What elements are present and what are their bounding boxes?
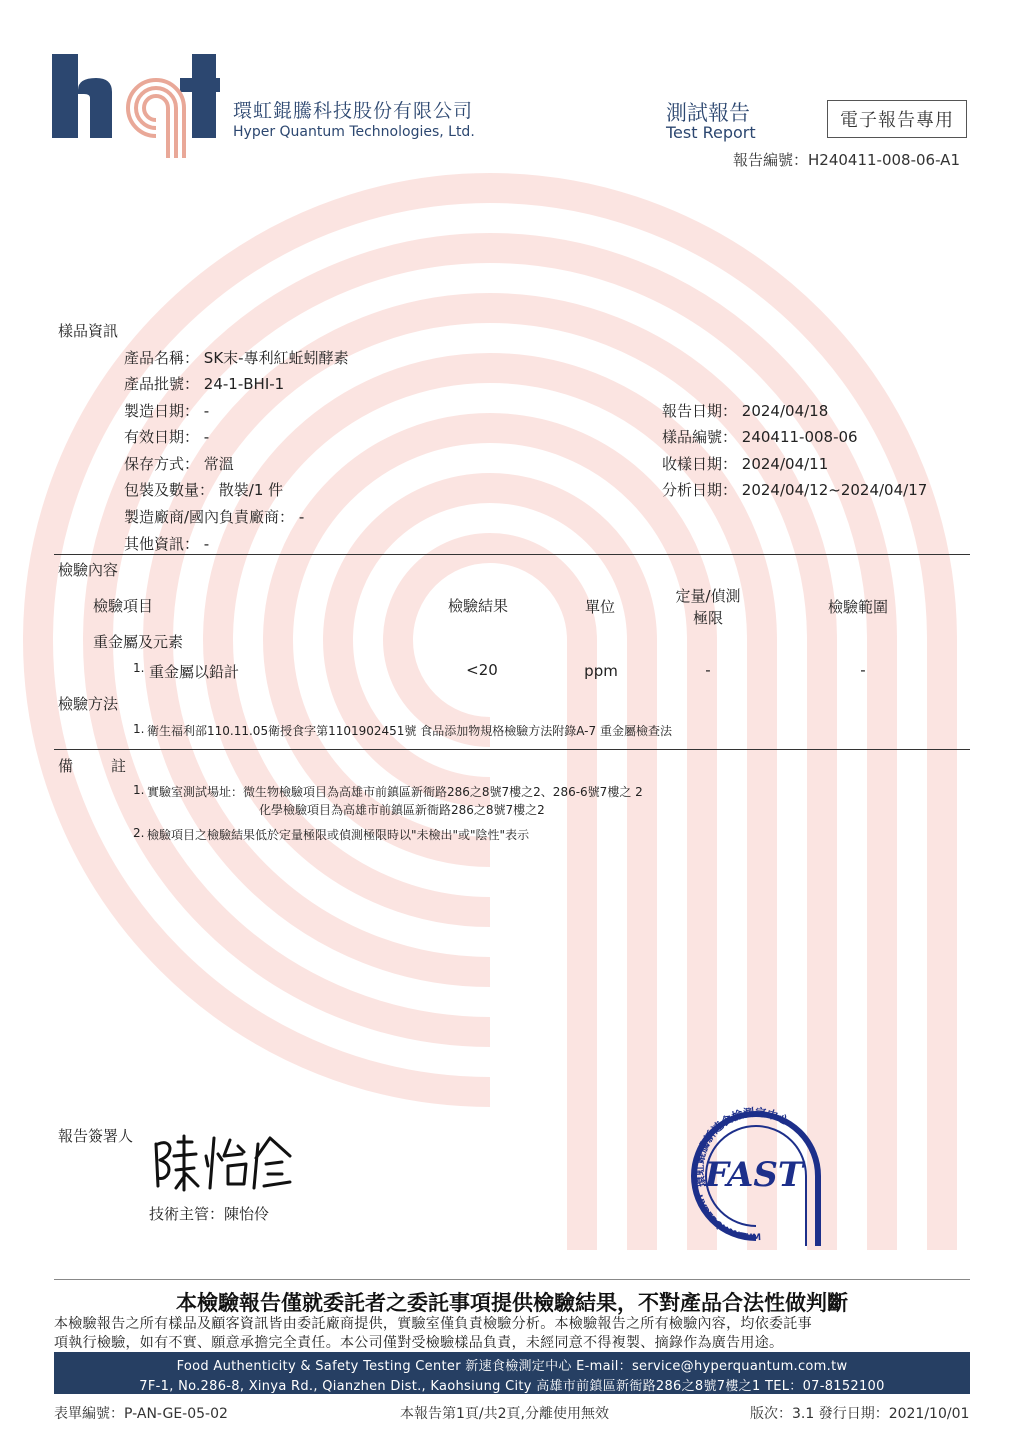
- test-section-title: 檢驗內容: [58, 561, 119, 579]
- sample-field-name: [124, 347, 349, 368]
- report-date: [662, 400, 828, 421]
- report-title-zh: 測試報告: [666, 101, 750, 125]
- row-result: <20: [466, 661, 498, 679]
- field-label: 樣品編號：: [662, 428, 738, 446]
- sample-field-mfg-date: [124, 400, 209, 421]
- remark-number: 2.: [133, 826, 145, 840]
- report-number: [733, 149, 960, 170]
- row-item: 重金屬以鉛計: [149, 663, 240, 681]
- sample-field-other: [124, 533, 209, 554]
- technical-manager: 技術主管：陳怡伶: [149, 1205, 270, 1223]
- col-header-range: 檢驗範圍: [828, 598, 889, 616]
- col-header-result: 檢驗結果: [448, 597, 509, 615]
- sample-field-package: [124, 479, 283, 500]
- sample-field-exp-date: [124, 426, 209, 447]
- company-name-en: Hyper Quantum Technologies, Ltd.: [233, 124, 475, 140]
- field-value: -: [203, 535, 210, 553]
- contact-line-2: 7F-1, No.286-8, Xinya Rd., Qianzhen Dist., Kaohsiung City 高雄市前鎮區新衙路286之8號7樓之1 TEL：07-8152100: [139, 1379, 885, 1394]
- receive-date: [662, 453, 828, 474]
- field-label: 有效日期：: [124, 428, 200, 446]
- method-number: 1.: [133, 722, 145, 736]
- field-value: -: [298, 508, 305, 526]
- sample-field-batch: [124, 373, 284, 394]
- field-value: 2024/04/18: [741, 402, 829, 420]
- field-value: 散裝/1 件: [218, 481, 284, 499]
- row-range: -: [860, 661, 866, 679]
- col-header-unit: 單位: [585, 598, 616, 616]
- sample-section-title: 樣品資訊: [58, 322, 119, 340]
- method-text: 衛生福利部110.11.05衛授食字第1101902451號 食品添加物規格檢驗方法附錄A-7 重金屬檢查法: [147, 724, 672, 738]
- sample-field-manufacturer: [124, 506, 304, 527]
- field-value: 常溫: [203, 455, 234, 473]
- field-value: SK末-專利紅蚯蚓酵素: [203, 349, 349, 367]
- electronic-report-badge: 電子報告專用: [827, 100, 967, 138]
- row-number: 1.: [133, 661, 145, 675]
- fast-seal-stamp: [678, 1100, 828, 1250]
- field-label: 產品批號：: [124, 375, 200, 393]
- divider: [54, 749, 970, 750]
- sample-number: [662, 426, 858, 447]
- seal-bottom-text: HYPERQUANTUM: [693, 1193, 762, 1244]
- handwritten-signature: [148, 1130, 298, 1196]
- disclaimer-line-1: 本檢驗報告之所有樣品及顧客資訊皆由委託廠商提供，實驗室僅負責檢驗分析。本檢驗報告之所有檢驗內容，均依委託事: [54, 1316, 812, 1332]
- form-number: 表單編號：P-AN-GE-05-02: [54, 1406, 228, 1422]
- remark-text: 檢驗項目之檢驗結果低於定量極限或偵測極限時以"未檢出"或"陰性"表示: [147, 828, 530, 842]
- field-value: 240411-008-06: [741, 428, 858, 446]
- field-value: 2024/04/11: [741, 455, 829, 473]
- col-header-limit-1: 定量/偵測: [675, 587, 741, 605]
- field-label: 製造廠商/國內負責廠商：: [124, 508, 295, 526]
- remark-text-cont: 化學檢驗項目為高雄市前鎮區新衙路286之8號7樓之2: [259, 803, 545, 817]
- report-title-en: Test Report: [666, 123, 756, 142]
- page-info: 本報告第1頁/共2頁,分離使用無效: [400, 1406, 609, 1422]
- field-value: -: [203, 428, 210, 446]
- field-label: 製造日期：: [124, 402, 200, 420]
- remarks-title-1: 備: [58, 757, 74, 775]
- report-number-value: H240411-008-06-A1: [808, 151, 960, 169]
- field-value: 2024/04/12~2024/04/17: [741, 481, 928, 499]
- seal-main-text: FAST: [704, 1155, 804, 1195]
- signatory-label: 報告簽署人: [58, 1127, 134, 1145]
- field-label: 包裝及數量：: [124, 481, 215, 499]
- field-label: 產品名稱：: [124, 349, 200, 367]
- field-label: 保存方式：: [124, 455, 200, 473]
- row-limit: -: [705, 661, 711, 679]
- col-header-limit-2: 極限: [692, 609, 723, 627]
- sample-field-storage: [124, 453, 234, 474]
- row-unit: ppm: [584, 662, 618, 680]
- method-section-title: 檢驗方法: [58, 695, 119, 713]
- divider: [54, 554, 970, 555]
- remark-text: 實驗室測試場址：微生物檢驗項目為高雄市前鎮區新衙路286之8號7樓之2、286-6號7樓之 2: [147, 785, 643, 799]
- field-value: 24-1-BHI-1: [203, 375, 285, 393]
- field-label: 收樣日期：: [662, 455, 738, 473]
- hqt-logo: [52, 52, 224, 160]
- svg-text:HYPERQUANTUM: [693, 1194, 761, 1244]
- version-info: 版次：3.1 發行日期：2021/10/01: [750, 1406, 970, 1422]
- disclaimer-line-2: 項執行檢驗，如有不實、願意承擔完全責任。本公司僅對受檢驗樣品負責，未經同意不得複製、摘錄作為廣告用途。: [54, 1335, 784, 1351]
- disclaimer-headline: 本檢驗報告僅就委託者之委託事項提供檢驗結果，不對產品合法性做判斷: [176, 1291, 848, 1315]
- field-label: 報告日期：: [662, 402, 738, 420]
- contact-band: [54, 1352, 970, 1394]
- remark-number: 1.: [133, 783, 145, 797]
- field-label: 分析日期：: [662, 481, 738, 499]
- analysis-date: [662, 479, 927, 500]
- report-number-label: 報告編號：: [733, 151, 809, 169]
- company-name-zh: 環虹錕騰科技股份有限公司: [233, 100, 474, 122]
- seal-arc-text: 環虹錕騰新速食檢測定中心: [693, 1105, 791, 1189]
- remarks-title-2: 註: [111, 757, 127, 775]
- contact-line-1: Food Authenticity & Safety Testing Center 新速食檢測定中心 E-mail：service@hyperquantum.com.tw: [176, 1359, 848, 1374]
- field-label: 其他資訊：: [124, 535, 200, 553]
- field-value: -: [203, 402, 210, 420]
- test-category: 重金屬及元素: [93, 633, 184, 651]
- col-header-item: 檢驗項目: [93, 597, 154, 615]
- divider: [54, 1279, 970, 1280]
